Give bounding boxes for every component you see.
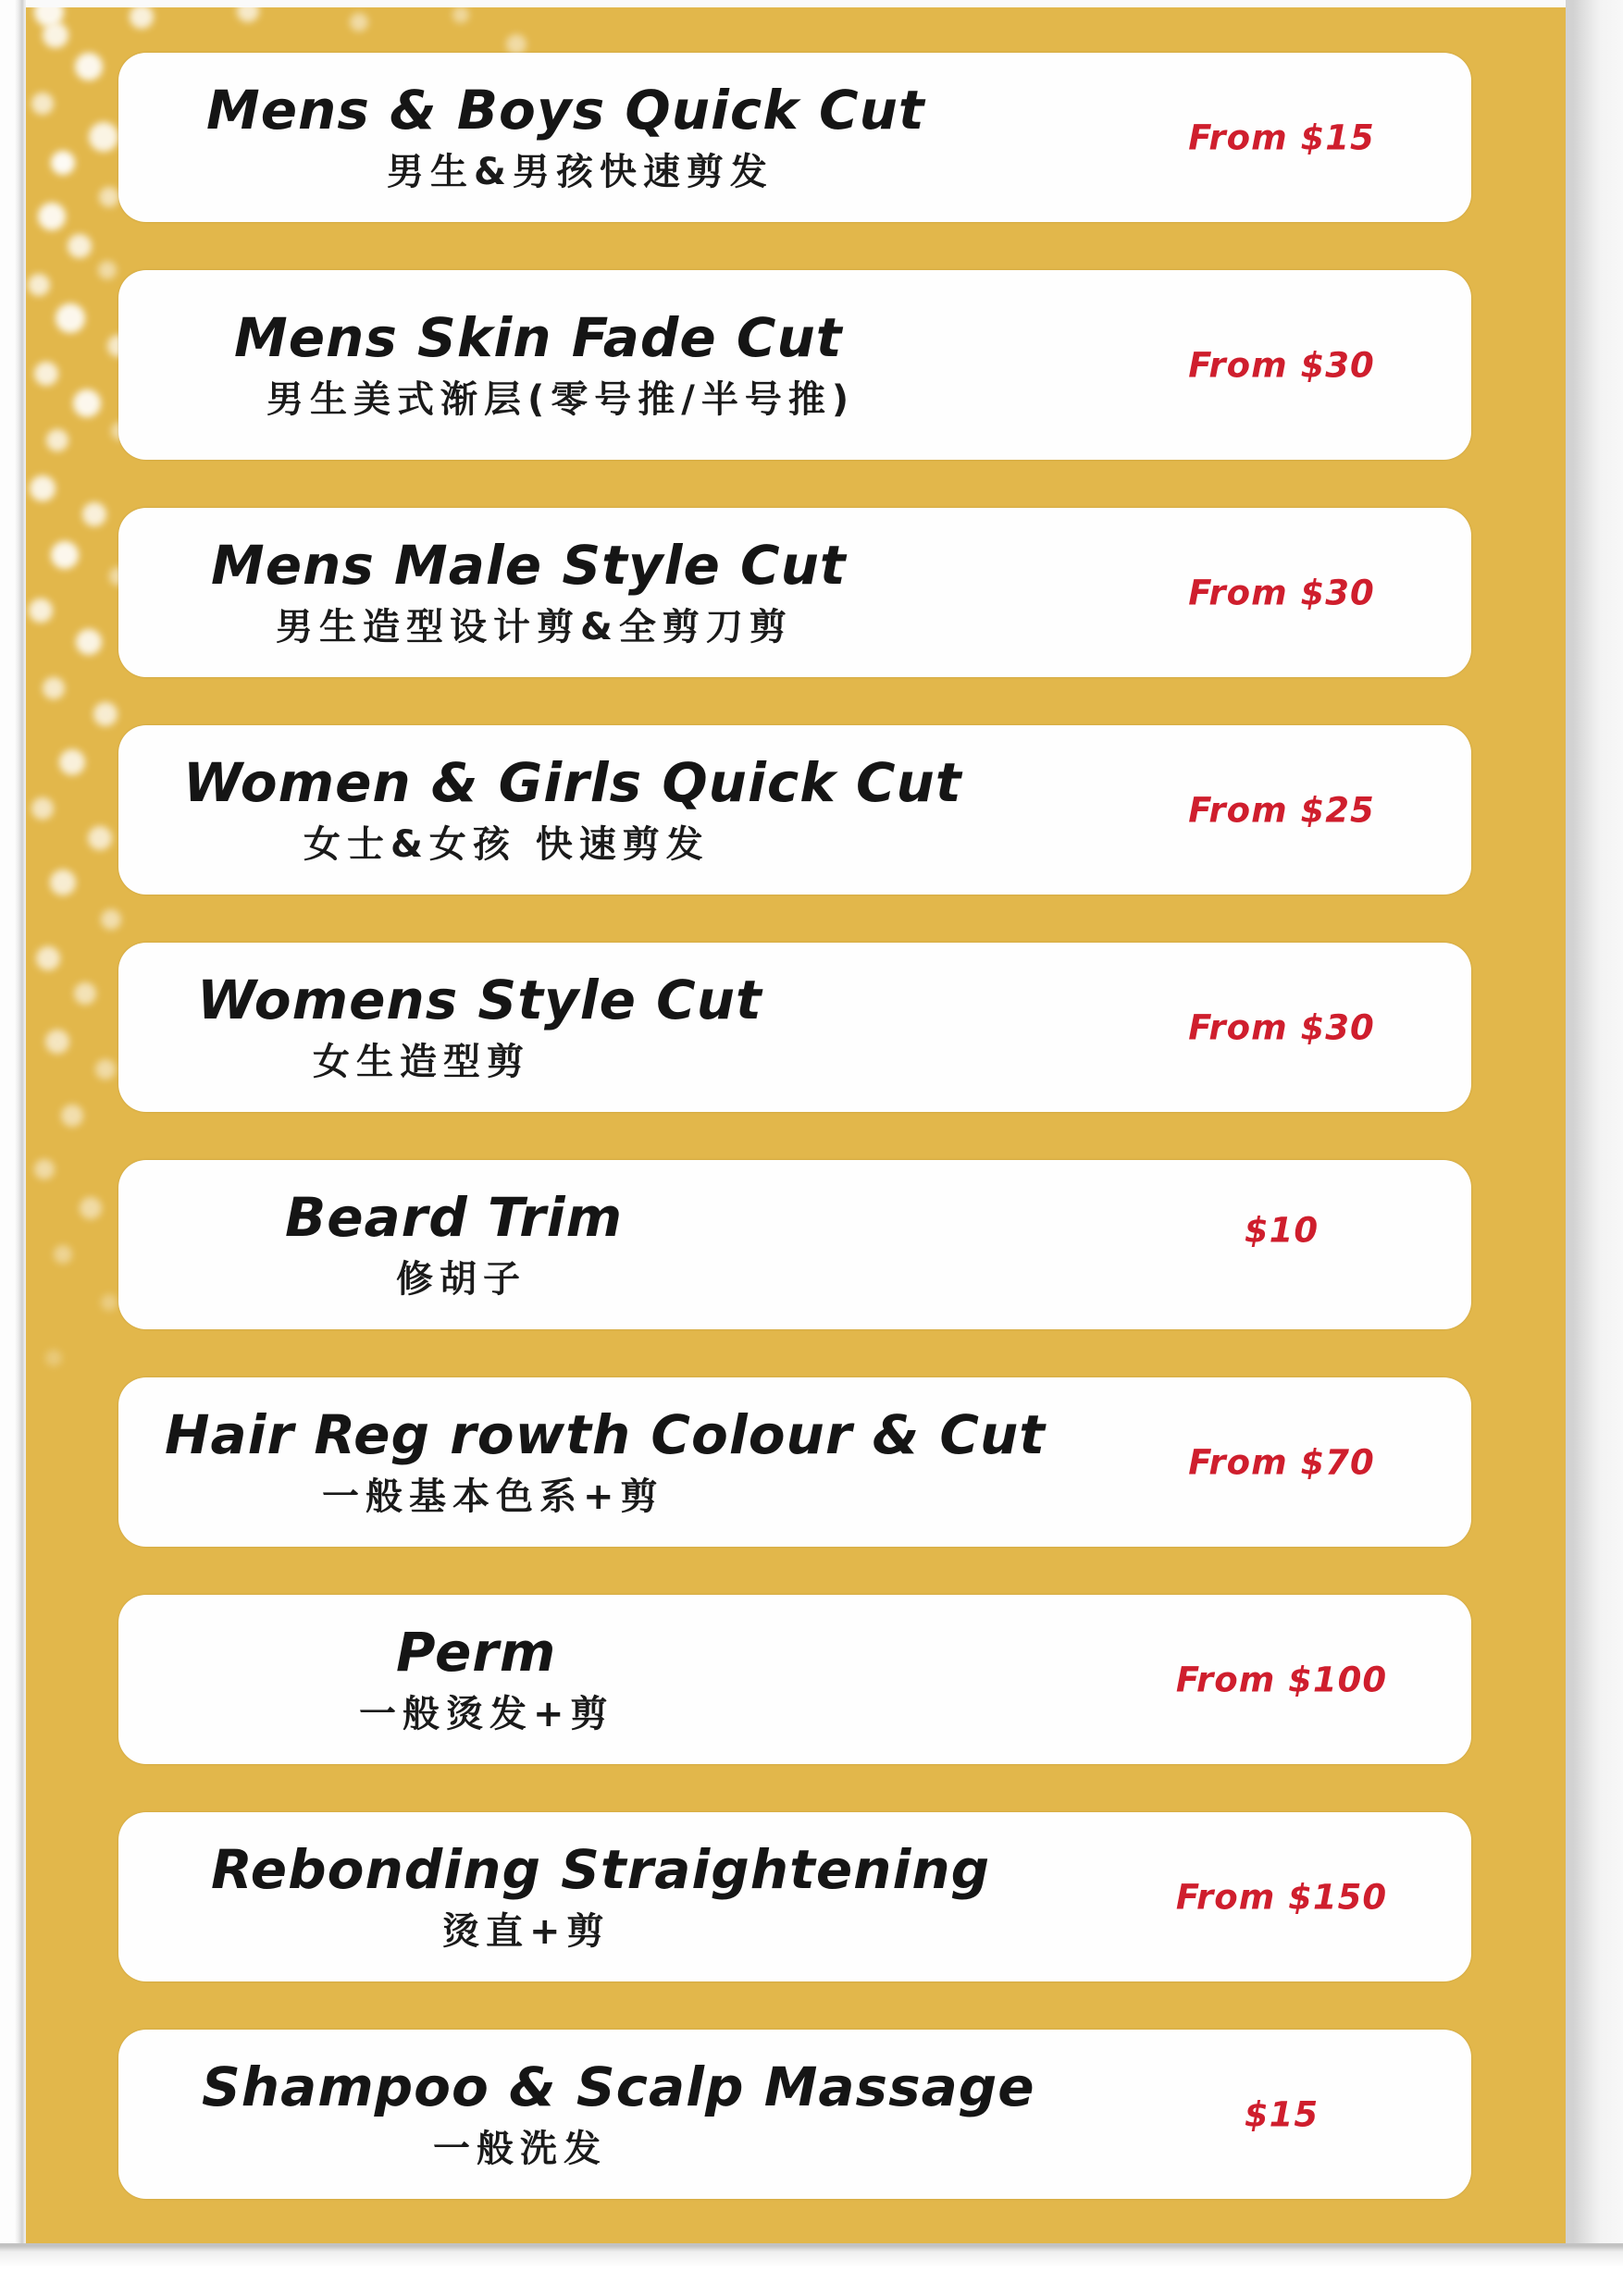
menu-item-card (118, 53, 1471, 222)
scan-margin-bottom (0, 2243, 1623, 2296)
service-price: From $30 (1188, 345, 1375, 385)
polka-dot (68, 234, 92, 258)
polka-dot (51, 541, 79, 569)
service-name-zh: 女士&女孩 快速剪发 (304, 822, 710, 866)
polka-dot (130, 5, 154, 29)
menu-item-card (118, 943, 1471, 1112)
scan-margin-left (0, 0, 26, 2250)
polka-dot (31, 797, 54, 820)
service-price: From $30 (1188, 573, 1375, 612)
service-name-en: Rebonding Straightening (211, 1838, 991, 1902)
polka-dot (29, 599, 53, 623)
service-price: From $30 (1188, 1007, 1375, 1047)
polka-dot (75, 53, 103, 80)
service-name-zh: 女生造型剪 (313, 1040, 530, 1083)
polka-dot (56, 303, 85, 333)
service-name-en: Beard Trim (285, 1186, 624, 1250)
service-name-en: Women & Girls Quick Cut (183, 751, 962, 815)
service-name-en: Shampoo & Scalp Massage (202, 2055, 1035, 2119)
service-name-en: Mens & Boys Quick Cut (206, 79, 925, 142)
service-price: From $25 (1188, 790, 1375, 830)
service-price: From $15 (1188, 117, 1375, 157)
menu-item-card (118, 1160, 1471, 1329)
polka-dot (89, 122, 118, 152)
polka-dot (101, 1294, 118, 1311)
polka-dot (452, 6, 469, 23)
menu-item-card (118, 1812, 1471, 1981)
menu-item-card (118, 1595, 1471, 1764)
polka-dot (54, 1245, 72, 1264)
polka-dot (45, 1030, 69, 1054)
menu-item-card (118, 1377, 1471, 1547)
service-name-zh: 烫直+剪 (442, 1909, 611, 1953)
service-price: $10 (1244, 1210, 1319, 1250)
polka-dot (43, 22, 68, 48)
menu-item-card (118, 508, 1471, 677)
service-name-zh: 男生造型设计剪&全剪刀剪 (276, 605, 793, 648)
service-name-zh: 修胡子 (396, 1257, 527, 1301)
polka-dot (93, 702, 118, 726)
service-price: From $70 (1188, 1442, 1375, 1482)
service-name-en: Womens Style Cut (197, 969, 762, 1032)
polka-dot (43, 677, 65, 699)
polka-dot (95, 1059, 116, 1080)
service-name-zh: 一般烫发+剪 (359, 1692, 614, 1735)
service-name-en: Mens Male Style Cut (211, 534, 847, 598)
price-list-poster (26, 7, 1566, 2243)
polka-dot (38, 203, 66, 230)
service-price: From $150 (1175, 1877, 1388, 1917)
polka-dot (51, 151, 75, 175)
polka-dot (88, 826, 112, 850)
polka-dot (76, 629, 102, 655)
scan-margin-right (1566, 0, 1623, 2250)
polka-dot (59, 749, 85, 775)
polka-dot (350, 13, 368, 31)
polka-dot (34, 362, 58, 386)
polka-dot (74, 982, 96, 1005)
service-price: $15 (1244, 2094, 1319, 2134)
polka-dot (506, 34, 527, 55)
scan-margin-top (0, 0, 1623, 7)
menu-item-card (118, 270, 1471, 460)
service-name-zh: 男生&男孩快速剪发 (387, 150, 774, 193)
polka-dot (30, 475, 56, 501)
menu-card-list (118, 53, 1471, 2199)
service-name-zh: 男生美式渐层(零号推/半号推) (266, 377, 856, 421)
polka-dot (31, 93, 54, 115)
polka-dot (45, 1350, 62, 1366)
polka-dot (61, 1105, 83, 1127)
polka-dot (73, 389, 101, 417)
service-name-en: Perm (396, 1621, 557, 1685)
polka-dot (82, 502, 106, 526)
polka-dot (99, 187, 119, 207)
polka-dot (98, 261, 117, 279)
polka-dot (36, 946, 60, 970)
service-price: From $100 (1175, 1660, 1388, 1699)
service-name-en: Hair Reg rowth Colour & Cut (165, 1403, 1046, 1467)
polka-dot (34, 1159, 55, 1179)
polka-dot (46, 429, 68, 451)
service-name-zh: 一般基本色系+剪 (322, 1475, 664, 1518)
service-name-zh: 一般洗发 (433, 2127, 607, 2170)
polka-dot (80, 1197, 102, 1219)
menu-item-card (118, 725, 1471, 895)
menu-item-card (118, 2030, 1471, 2199)
service-name-en: Mens Skin Fade Cut (234, 306, 843, 370)
polka-dot (50, 870, 76, 895)
polka-dot (28, 274, 50, 296)
